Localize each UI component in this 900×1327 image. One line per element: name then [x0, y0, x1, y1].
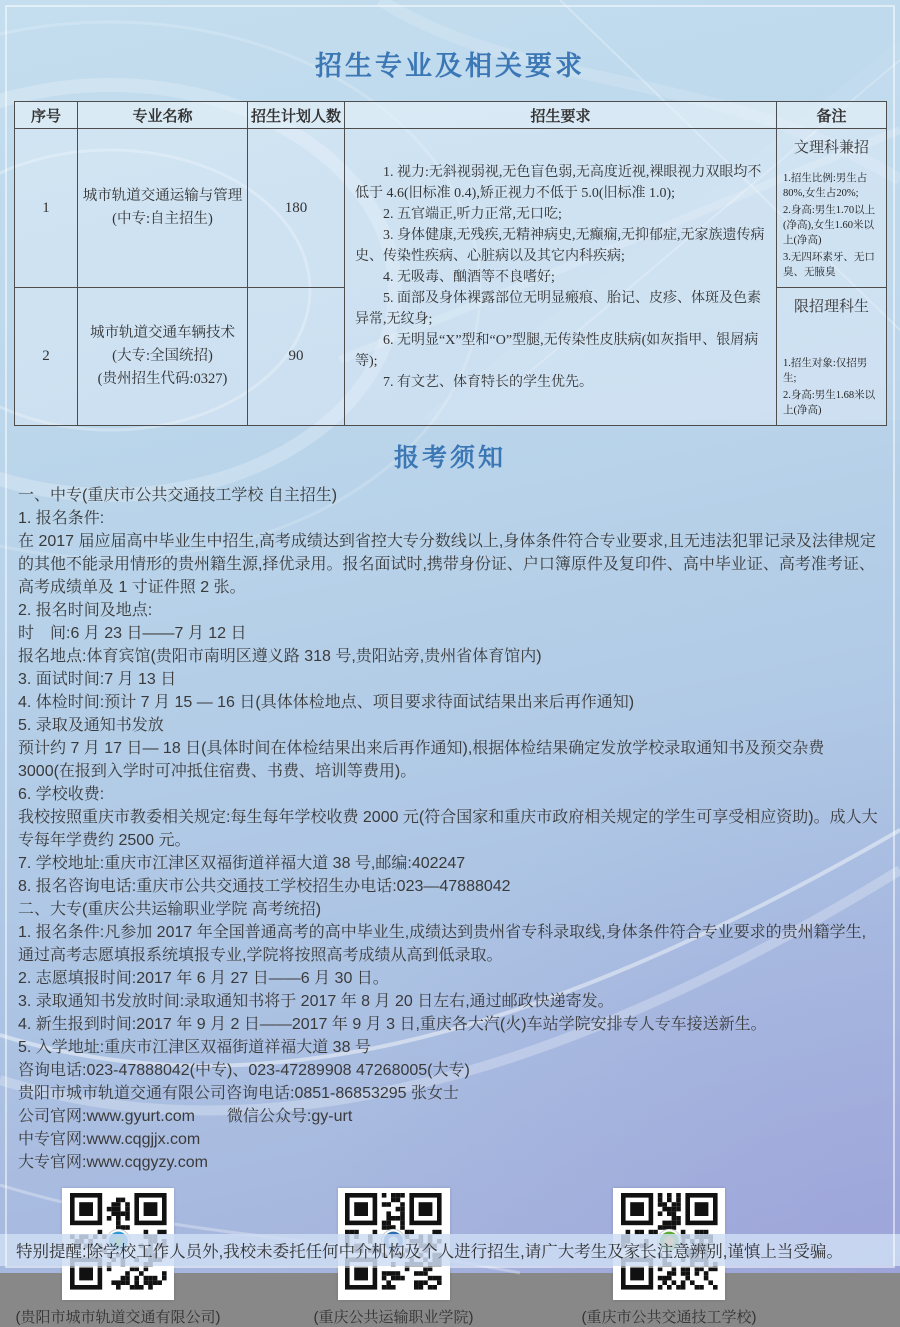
section-title-application-notes: 报考须知 [393, 444, 506, 472]
notice-line: 3. 录取通知书发放时间:录取通知书将于 2017 年 8 月 20 日左右,通过邮政快递寄发。 [18, 993, 614, 1010]
qr-label: (贵阳市城市轨道交通有限公司) [15, 1309, 221, 1326]
column-header-requirements: 招生要求 [345, 102, 777, 129]
notice-line: 二、大专(重庆公共运输职业学院 高考统招) [18, 901, 322, 918]
notice-line: 2. 报名时间及地点: [18, 602, 153, 619]
notice-line: 在 2017 届应届高中毕业生中招生,高考成绩达到省控大专分数线以上,身体条件符合专业要求,且无违法犯罪记录及法律规定的其他不能录用情形的贵州籍生源,择优录用。报名面试时,携带身份证、户口簿原件及复印件、高中毕业证、高考准考证、高考成绩单及 1 寸证件照 2 张。 [18, 533, 876, 596]
notice-line: 4. 体检时间:预计 7 月 15 — 16 日(具体体检地点、项目要求待面试结果出来后再作通知) [18, 694, 635, 711]
notice-line: 中专官网:www.cqgjjx.com [18, 1131, 201, 1148]
requirement-item: 6. 无明显“X”型和“O”型腿,无传染性皮肤病(如灰指甲、银屑病等); [355, 332, 759, 369]
major-name-cell [78, 129, 248, 288]
notice-line: 大专官网:www.cqgyzy.com [18, 1154, 208, 1171]
column-header-plan: 招生计划人数 [248, 102, 345, 129]
table-header-row [15, 102, 887, 129]
notice-line: 咨询电话:023-47888042(中专)、023-47289908 47268005(大专) [18, 1062, 470, 1079]
notice-line: 1. 报名条件: [18, 510, 105, 527]
remark-title: 文理科兼招 [793, 140, 869, 156]
remark-notes [783, 356, 880, 418]
notice-line: 2. 志愿填报时间:2017 年 6 月 27 日——6 月 30 日。 [18, 970, 389, 987]
notice-line: 5. 录取及通知书发放 [18, 717, 164, 734]
section-title-majors: 招生专业及相关要求 [315, 51, 585, 81]
requirement-item: 5. 面部及身体裸露部位无明显瘢痕、胎记、皮疹、体斑及色素异常,无纹身; [355, 290, 761, 327]
major-subtitle: (中专:自主招生) [112, 211, 213, 227]
remark-note: 1.招生比例:男生占80%,女生占20%; [783, 173, 868, 199]
remarks-cell [777, 129, 887, 288]
qr-label: (重庆市公共交通技工学校) [581, 1309, 757, 1326]
major-name-cell [78, 288, 248, 426]
row-number: 2 [15, 288, 78, 426]
column-header-no: 序号 [15, 102, 78, 129]
notice-line: 预计约 7 月 17 日— 18 日(具体时间在体检结果出来后再作通知),根据体检结果确定发放学校录取通知书及预交杂费 3000(在报到入学时可冲抵住宿费、书费、培训等费用)。 [18, 740, 825, 780]
requirements-cell [345, 129, 777, 426]
requirement-item: 3. 身体健康,无残疾,无精神病史,无癫痫,无抑郁症,无家族遗传病史、传染性疾病、心脏病以及其它内科疾病; [355, 227, 765, 264]
column-header-major: 专业名称 [78, 102, 248, 129]
column-header-remarks: 备注 [777, 102, 887, 129]
notice-line: 3. 面试时间:7 月 13 日 [18, 671, 177, 688]
remark-title: 限招理科生 [793, 299, 869, 315]
requirement-item: 2. 五官端正,听力正常,无口吃; [383, 206, 562, 222]
majors-table [14, 101, 887, 426]
plan-count: 90 [248, 288, 345, 426]
special-reminder-bar [0, 1234, 900, 1266]
requirement-item: 7. 有文艺、体育特长的学生优先。 [383, 374, 593, 390]
major-subtitle: (大专:全国统招) [112, 348, 213, 364]
remark-note: 2.身高:男生1.70以上(净高),女生1.60米以上(净高) [783, 205, 876, 246]
major-name: 城市轨道交通运输与管理 [82, 188, 243, 204]
notice-line: 5. 入学地址:重庆市江津区双福街道祥福大道 38 号 [18, 1039, 371, 1056]
special-reminder-text: 特别提醒:除学校工作人员外,我校未委托任何中介机构及个人进行招生,请广大考生及家长注意辨别,谨慎上当受骗。 [16, 1243, 843, 1261]
remark-note: 1.招生对象:仅招男生; [783, 358, 868, 384]
notice-line: 贵阳市城市轨道交通有限公司咨询电话:0851-86853295 张女士 [18, 1085, 460, 1102]
remark-note: 3.无四环素牙、无口臭、无腋臭 [783, 252, 875, 278]
notice-line: 时 间:6 月 23 日——7 月 12 日 [18, 625, 247, 642]
notice-line: 我校按照重庆市教委相关规定:每生每年学校收费 2000 元(符合国家和重庆市政府相关规定的学生可享受相应资助)。成人大专每年学费约 2500 元。 [18, 809, 878, 849]
requirement-item: 4. 无吸毒、酗酒等不良嗜好; [383, 269, 555, 285]
remark-notes [783, 171, 880, 280]
notice-line: 8. 报名咨询电话:重庆市公共交通技工学校招生办电话:023—47888042 [18, 878, 511, 895]
remark-note: 2.身高:男生1.68米以上(净高) [783, 390, 876, 416]
qr-label: (重庆公共运输职业学院) [313, 1309, 474, 1326]
major-code: (贵州招生代码:0327) [97, 371, 228, 387]
notice-line: 公司官网:www.gyurt.com 微信公众号:gy-urt [18, 1108, 353, 1125]
notice-line: 1. 报名条件:凡参加 2017 年全国普通高考的高中毕业生,成绩达到贵州省专科录取线,身体条件符合专业要求的贵州籍学生,通过高考志愿填报系统填报专业,学院将按照高考成绩从高到低录取。 [18, 924, 867, 964]
major-name: 城市轨道交通车辆技术 [90, 325, 235, 341]
plan-count: 180 [248, 129, 345, 288]
remarks-cell [777, 288, 887, 426]
notice-line: 6. 学校收费: [18, 786, 105, 803]
notice-line: 一、中专(重庆市公共交通技工学校 自主招生) [18, 487, 338, 504]
requirement-item: 1. 视力:无斜视弱视,无色盲色弱,无高度近视,裸眼视力双眼均不低于 4.6(旧标准 0.4),矫正视力不低于 5.0(旧标准 1.0); [355, 164, 762, 201]
row-number: 1 [15, 129, 78, 288]
table-row [15, 129, 887, 288]
application-notes-text [0, 474, 900, 1174]
notice-line: 7. 学校地址:重庆市江津区双福街道祥福大道 38 号,邮编:402247 [18, 855, 466, 872]
notice-line: 报名地点:体育宾馆(贵阳市南明区遵义路 318 号,贵阳站旁,贵州省体育馆内) [18, 648, 542, 665]
notice-line: 4. 新生报到时间:2017 年 9 月 2 日——2017 年 9 月 3 日,重庆各大汽(火)车站学院安排专人专车接送新生。 [18, 1016, 767, 1033]
